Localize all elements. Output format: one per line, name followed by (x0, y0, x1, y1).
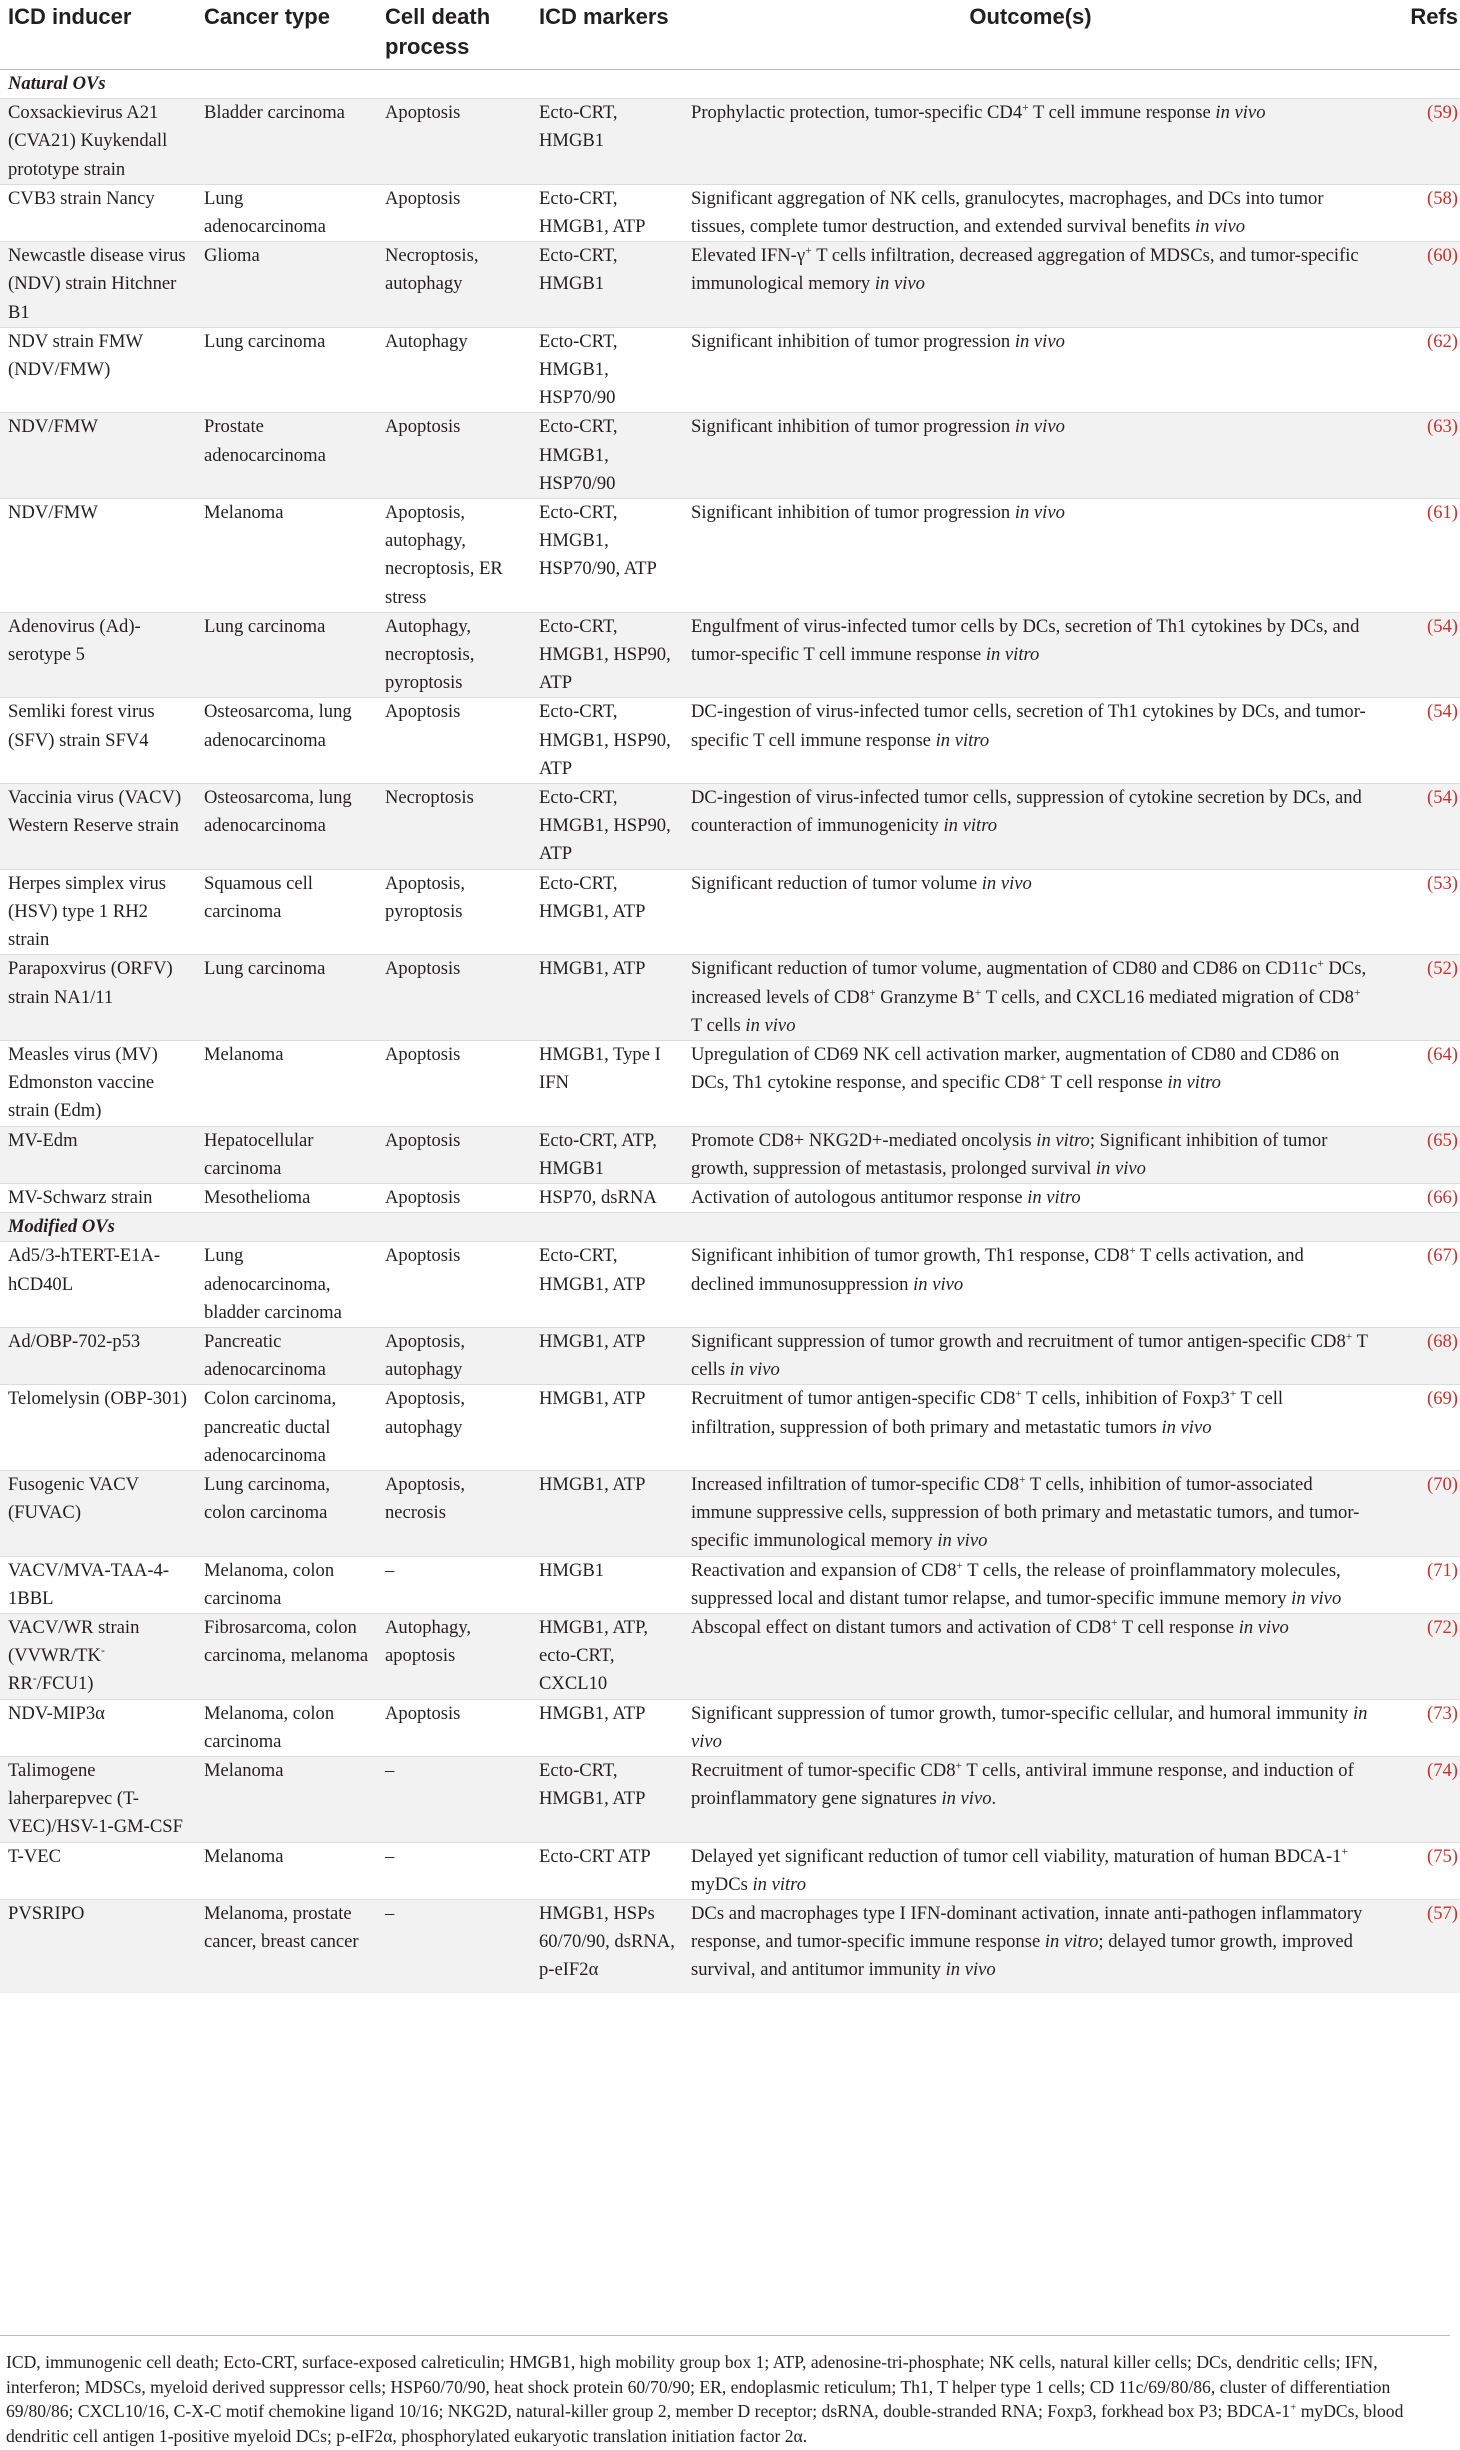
cell-cell-death-process: – (377, 1756, 531, 1842)
reference-link[interactable]: (54) (1427, 701, 1458, 723)
header-icd-inducer: ICD inducer (0, 0, 196, 70)
reference-link[interactable]: (62) (1427, 330, 1458, 352)
cell-ref (1378, 1242, 1460, 1328)
table-footnote: ICD, immunogenic cell death; Ecto-CRT, surface-exposed calreticulin; HMGB1, high mobility group box 1; ATP, adenosine-tri-phosphate; NK cells, natural killer cells; DCs, dendritic cells; IFN, interferon; MDSCs, myeloid derived suppressor cells; HSP60/70/90, heat shock protein 60/70/90; ER, endoplasmic reticulum; Th1, T helper type 1 cells; CD 11c/69/80/86, cluster of differentiation 69/80/86; CXCL10/16, C-X-C motif chemokine ligand 10/16; NKG2D, natural-killer group 2, member D receptor; dsRNA, double-stranded RNA; Foxp3, forkhead box P3; BDCA-1+ myDCs, blood dendritic cell antigen 1-positive myeloid DCs; p-eIF2α, phosphorylated eukaryotic translation initiation factor 2α. (0, 2335, 1450, 2448)
cell-outcome: DC-ingestion of virus-infected tumor cells, suppression of cytokine secretion by DCs, and counteraction of immunogenicity in vitro (683, 784, 1378, 870)
table-row (0, 1327, 1460, 1384)
cell-cell-death-process: Apoptosis (377, 184, 531, 241)
reference-link[interactable]: (66) (1427, 1186, 1458, 1208)
cell-icd-inducer: T-VEC (0, 1842, 196, 1899)
cell-icd-inducer: Fusogenic VACV (FUVAC) (0, 1470, 196, 1556)
cell-icd-inducer: VACV/WR strain (VVWR/TK-RR-/FCU1) (0, 1613, 196, 1699)
cell-icd-markers: Ecto-CRT, HMGB1, ATP (531, 1242, 683, 1328)
cell-ref (1378, 327, 1460, 413)
cell-icd-markers: Ecto-CRT, HMGB1, HSP70/90 (531, 413, 683, 499)
reference-link[interactable]: (68) (1427, 1330, 1458, 1352)
cell-cancer-type: Lung carcinoma (196, 612, 377, 698)
section-title: Natural OVs (0, 70, 1460, 99)
cell-icd-markers: HMGB1, ATP (531, 955, 683, 1041)
cell-cell-death-process: Apoptosis (377, 1040, 531, 1126)
cell-outcome: Activation of autologous antitumor response in vitro (683, 1183, 1378, 1212)
cell-outcome: Significant inhibition of tumor progression in vivo (683, 413, 1378, 499)
cell-ref (1378, 413, 1460, 499)
table-row (0, 99, 1460, 185)
section-row (0, 1213, 1460, 1242)
cell-cancer-type: Pancreatic adenocarcinoma (196, 1327, 377, 1384)
table-row (0, 1556, 1460, 1613)
reference-link[interactable]: (71) (1427, 1559, 1458, 1581)
cell-cancer-type: Lung adenocarcinoma, bladder carcinoma (196, 1242, 377, 1328)
cell-icd-inducer: Ad5/3-hTERT-E1A-hCD40L (0, 1242, 196, 1328)
cell-icd-inducer: Adenovirus (Ad)-serotype 5 (0, 612, 196, 698)
cell-ref (1378, 1183, 1460, 1212)
cell-ref (1378, 955, 1460, 1041)
table-row (0, 1756, 1460, 1842)
table-row (0, 869, 1460, 955)
cell-ref (1378, 869, 1460, 955)
reference-link[interactable]: (58) (1427, 187, 1458, 209)
cell-icd-markers: Ecto-CRT ATP (531, 1842, 683, 1899)
cell-ref (1378, 242, 1460, 328)
cell-icd-inducer: Measles virus (MV) Edmonston vaccine strain (Edm) (0, 1040, 196, 1126)
table-row (0, 327, 1460, 413)
cell-cancer-type: Prostate adenocarcinoma (196, 413, 377, 499)
table-header-row (0, 0, 1460, 70)
cell-outcome: Significant reduction of tumor volume, augmentation of CD80 and CD86 on CD11c+ DCs, increased levels of CD8+ Granzyme B+ T cells, and CXCL16 mediated migration of CD8+ T cells in vivo (683, 955, 1378, 1041)
cell-outcome: Recruitment of tumor-specific CD8+ T cells, antiviral immune response, and induction of proinflammatory gene signatures in vivo. (683, 1756, 1378, 1842)
cell-icd-inducer: Talimogene laherparepvec (T-VEC)/HSV-1-GM-CSF (0, 1756, 196, 1842)
table-row (0, 413, 1460, 499)
cell-cancer-type: Glioma (196, 242, 377, 328)
cell-icd-inducer: PVSRIPO (0, 1900, 196, 1993)
reference-link[interactable]: (59) (1427, 102, 1458, 124)
cell-cancer-type: Lung carcinoma, colon carcinoma (196, 1470, 377, 1556)
cell-ref (1378, 1842, 1460, 1899)
cell-ref (1378, 1040, 1460, 1126)
table-row (0, 499, 1460, 613)
cell-icd-markers: Ecto-CRT, HMGB1, HSP90, ATP (531, 784, 683, 870)
cell-outcome: Significant inhibition of tumor growth, Th1 response, CD8+ T cells activation, and declined immunosuppression in vivo (683, 1242, 1378, 1328)
cell-cell-death-process: Apoptosis, autophagy (377, 1385, 531, 1471)
cell-icd-markers: HMGB1, ATP (531, 1327, 683, 1384)
reference-link[interactable]: (60) (1427, 245, 1458, 267)
cell-cancer-type: Melanoma, colon carcinoma (196, 1699, 377, 1756)
cell-icd-markers: HMGB1, ATP (531, 1699, 683, 1756)
cell-outcome: Upregulation of CD69 NK cell activation marker, augmentation of CD80 and CD86 on DCs, Th1 cytokine response, and specific CD8+ T cell response in vitro (683, 1040, 1378, 1126)
section-title: Modified OVs (0, 1213, 1460, 1242)
cell-icd-markers: Ecto-CRT, HMGB1, ATP (531, 1756, 683, 1842)
cell-icd-inducer: Coxsackievirus A21 (CVA21) Kuykendall prototype strain (0, 99, 196, 185)
cell-cancer-type: Lung carcinoma (196, 327, 377, 413)
table-row (0, 1900, 1460, 1993)
cell-ref (1378, 1900, 1460, 1993)
cell-outcome: Significant suppression of tumor growth and recruitment of tumor antigen-specific CD8+ T cells in vivo (683, 1327, 1378, 1384)
cell-ref (1378, 784, 1460, 870)
cell-icd-inducer: Newcastle disease virus (NDV) strain Hitchner B1 (0, 242, 196, 328)
reference-link[interactable]: (67) (1427, 1245, 1458, 1267)
cell-icd-inducer: Telomelysin (OBP-301) (0, 1385, 196, 1471)
cell-outcome: Significant inhibition of tumor progression in vivo (683, 499, 1378, 613)
cell-outcome: Elevated IFN-γ+ T cells infiltration, decreased aggregation of MDSCs, and tumor-specific immunological memory in vivo (683, 242, 1378, 328)
cell-icd-inducer: CVB3 strain Nancy (0, 184, 196, 241)
cell-icd-markers: Ecto-CRT, HMGB1, HSP70/90, ATP (531, 499, 683, 613)
cell-ref (1378, 1699, 1460, 1756)
cell-icd-markers: HMGB1, ATP (531, 1385, 683, 1471)
reference-link[interactable]: (63) (1427, 416, 1458, 438)
cell-ref (1378, 99, 1460, 185)
cell-ref (1378, 612, 1460, 698)
cell-icd-inducer: NDV-MIP3α (0, 1699, 196, 1756)
table-row (0, 784, 1460, 870)
reference-link[interactable]: (53) (1427, 872, 1458, 894)
table-row (0, 1385, 1460, 1471)
cell-outcome: DCs and macrophages type I IFN-dominant activation, innate anti-pathogen inflammatory response, and tumor-specific immune response in vitro; delayed tumor growth, improved survival, and antitumor immunity in vivo (683, 1900, 1378, 1993)
cell-outcome: DC-ingestion of virus-infected tumor cells, secretion of Th1 cytokines by DCs, and tumor-specific T cell immune response in vitro (683, 698, 1378, 784)
reference-link[interactable]: (72) (1427, 1616, 1458, 1638)
table-row (0, 242, 1460, 328)
cell-outcome: Promote CD8+ NKG2D+-mediated oncolysis in vitro; Significant inhibition of tumor growth, suppression of metastasis, prolonged survival in vivo (683, 1126, 1378, 1183)
cell-outcome: Reactivation and expansion of CD8+ T cells, the release of proinflammatory molecules, suppressed local and distant tumor relapse, and tumor-specific immune memory in vivo (683, 1556, 1378, 1613)
cell-ref (1378, 1470, 1460, 1556)
reference-link[interactable]: (54) (1427, 787, 1458, 809)
cell-cell-death-process: Autophagy, apoptosis (377, 1613, 531, 1699)
cell-outcome: Significant suppression of tumor growth, tumor-specific cellular, and humoral immunity in vivo (683, 1699, 1378, 1756)
table-row (0, 1242, 1460, 1328)
header-icd-markers: ICD markers (531, 0, 683, 70)
cell-icd-inducer: Vaccinia virus (VACV) Western Reserve strain (0, 784, 196, 870)
cell-cell-death-process: Autophagy, necroptosis, pyroptosis (377, 612, 531, 698)
cell-icd-inducer: NDV/FMW (0, 499, 196, 613)
cell-icd-markers: HSP70, dsRNA (531, 1183, 683, 1212)
cell-cancer-type: Melanoma, prostate cancer, breast cancer (196, 1900, 377, 1993)
cell-cell-death-process: Apoptosis (377, 1242, 531, 1328)
cell-cancer-type: Melanoma (196, 499, 377, 613)
cell-cell-death-process: Apoptosis (377, 955, 531, 1041)
cell-icd-markers: Ecto-CRT, HMGB1 (531, 242, 683, 328)
cell-cell-death-process: Apoptosis (377, 413, 531, 499)
cell-cell-death-process: Apoptosis (377, 1699, 531, 1756)
header-outcomes: Outcome(s) (683, 0, 1378, 70)
cell-cell-death-process: Apoptosis, necrosis (377, 1470, 531, 1556)
table-row (0, 1613, 1460, 1699)
cell-icd-markers: HMGB1, HSPs 60/70/90, dsRNA, p-eIF2α (531, 1900, 683, 1993)
cell-cell-death-process: – (377, 1556, 531, 1613)
cell-icd-inducer: MV-Edm (0, 1126, 196, 1183)
cell-outcome: Recruitment of tumor antigen-specific CD8+ T cells, inhibition of Foxp3+ T cell infiltration, suppression of both primary and metastatic tumors in vivo (683, 1385, 1378, 1471)
cell-outcome: Significant reduction of tumor volume in vivo (683, 869, 1378, 955)
table-row (0, 612, 1460, 698)
header-cancer-type: Cancer type (196, 0, 377, 70)
cell-icd-inducer: MV-Schwarz strain (0, 1183, 196, 1212)
cell-ref (1378, 1756, 1460, 1842)
cell-cancer-type: Osteosarcoma, lung adenocarcinoma (196, 784, 377, 870)
cell-icd-markers: HMGB1 (531, 1556, 683, 1613)
cell-outcome: Prophylactic protection, tumor-specific CD4+ T cell immune response in vivo (683, 99, 1378, 185)
cell-icd-markers: Ecto-CRT, HMGB1, ATP (531, 184, 683, 241)
cell-cancer-type: Colon carcinoma, pancreatic ductal adenocarcinoma (196, 1385, 377, 1471)
cell-icd-inducer: VACV/MVA-TAA-4-1BBL (0, 1556, 196, 1613)
cell-icd-markers: HMGB1, ATP (531, 1470, 683, 1556)
cell-cancer-type: Osteosarcoma, lung adenocarcinoma (196, 698, 377, 784)
cell-cell-death-process: Apoptosis (377, 1126, 531, 1183)
table-row (0, 1699, 1460, 1756)
cell-ref (1378, 499, 1460, 613)
reference-link[interactable]: (61) (1427, 502, 1458, 524)
cell-cancer-type: Fibrosarcoma, colon carcinoma, melanoma (196, 1613, 377, 1699)
cell-ref (1378, 184, 1460, 241)
cell-ref (1378, 1385, 1460, 1471)
cell-cell-death-process: Apoptosis (377, 698, 531, 784)
table-row (0, 1470, 1460, 1556)
cell-icd-markers: Ecto-CRT, HMGB1 (531, 99, 683, 185)
table-row (0, 1183, 1460, 1212)
cell-cell-death-process: – (377, 1900, 531, 1993)
reference-link[interactable]: (64) (1427, 1043, 1458, 1065)
cell-cancer-type: Lung adenocarcinoma (196, 184, 377, 241)
cell-outcome: Engulfment of virus-infected tumor cells by DCs, secretion of Th1 cytokines by DCs, and tumor-specific T cell immune response in vitro (683, 612, 1378, 698)
table-row (0, 955, 1460, 1041)
table-row (0, 1040, 1460, 1126)
table-body (0, 70, 1460, 1993)
header-refs: Refs (1378, 0, 1460, 70)
cell-icd-markers: HMGB1, Type I IFN (531, 1040, 683, 1126)
reference-link[interactable]: (52) (1427, 958, 1458, 980)
cell-cell-death-process: Apoptosis (377, 99, 531, 185)
cell-cell-death-process: Necroptosis, autophagy (377, 242, 531, 328)
cell-ref (1378, 1613, 1460, 1699)
cell-cancer-type: Melanoma (196, 1842, 377, 1899)
cell-icd-inducer: Herpes simplex virus (HSV) type 1 RH2 strain (0, 869, 196, 955)
table-row (0, 184, 1460, 241)
cell-cancer-type: Bladder carcinoma (196, 99, 377, 185)
cell-outcome: Significant aggregation of NK cells, granulocytes, macrophages, and DCs into tumor tissues, complete tumor destruction, and extended survival benefits in vivo (683, 184, 1378, 241)
cell-cell-death-process: Apoptosis (377, 1183, 531, 1212)
cell-outcome: Significant inhibition of tumor progression in vivo (683, 327, 1378, 413)
cell-icd-markers: Ecto-CRT, HMGB1, HSP90, ATP (531, 698, 683, 784)
cell-ref (1378, 1327, 1460, 1384)
cell-cell-death-process: – (377, 1842, 531, 1899)
cell-icd-inducer: Parapoxvirus (ORFV) strain NA1/11 (0, 955, 196, 1041)
cell-outcome: Abscopal effect on distant tumors and activation of CD8+ T cell response in vivo (683, 1613, 1378, 1699)
cell-cancer-type: Lung carcinoma (196, 955, 377, 1041)
cell-cancer-type: Squamous cell carcinoma (196, 869, 377, 955)
reference-link[interactable]: (57) (1427, 1903, 1458, 1924)
cell-icd-markers: Ecto-CRT, HMGB1, HSP70/90 (531, 327, 683, 413)
cell-icd-inducer: Ad/OBP-702-p53 (0, 1327, 196, 1384)
reference-link[interactable]: (69) (1427, 1388, 1458, 1410)
cell-cancer-type: Melanoma (196, 1756, 377, 1842)
header-cell-death-process: Cell death process (377, 0, 531, 70)
reference-link[interactable]: (70) (1427, 1473, 1458, 1495)
section-row (0, 70, 1460, 99)
cell-icd-markers: Ecto-CRT, ATP, HMGB1 (531, 1126, 683, 1183)
cell-icd-inducer: NDV/FMW (0, 413, 196, 499)
table-row (0, 1842, 1460, 1899)
reference-link[interactable]: (54) (1427, 615, 1458, 637)
cell-cell-death-process: Apoptosis, pyroptosis (377, 869, 531, 955)
cell-cancer-type: Hepatocellular carcinoma (196, 1126, 377, 1183)
reference-link[interactable]: (75) (1427, 1845, 1458, 1867)
cell-icd-markers: HMGB1, ATP, ecto-CRT, CXCL10 (531, 1613, 683, 1699)
cell-icd-markers: Ecto-CRT, HMGB1, ATP (531, 869, 683, 955)
cell-cell-death-process: Autophagy (377, 327, 531, 413)
reference-link[interactable]: (74) (1427, 1759, 1458, 1781)
cell-ref (1378, 698, 1460, 784)
cell-outcome: Delayed yet significant reduction of tumor cell viability, maturation of human BDCA-1+ myDCs in vitro (683, 1842, 1378, 1899)
table-row (0, 698, 1460, 784)
table-row (0, 1126, 1460, 1183)
cell-ref (1378, 1556, 1460, 1613)
cell-cell-death-process: Necroptosis (377, 784, 531, 870)
cell-icd-inducer: NDV strain FMW (NDV/FMW) (0, 327, 196, 413)
cell-outcome: Increased infiltration of tumor-specific CD8+ T cells, inhibition of tumor-associated immune suppressive cells, suppression of both primary and metastatic tumors, and tumor-specific immunological memory in vivo (683, 1470, 1378, 1556)
cell-icd-inducer: Semliki forest virus (SFV) strain SFV4 (0, 698, 196, 784)
reference-link[interactable]: (65) (1427, 1129, 1458, 1151)
cell-cancer-type: Mesothelioma (196, 1183, 377, 1212)
cell-cell-death-process: Apoptosis, autophagy, necroptosis, ER stress (377, 499, 531, 613)
cell-cell-death-process: Apoptosis, autophagy (377, 1327, 531, 1384)
cell-cancer-type: Melanoma, colon carcinoma (196, 1556, 377, 1613)
cell-ref (1378, 1126, 1460, 1183)
cell-icd-markers: Ecto-CRT, HMGB1, HSP90, ATP (531, 612, 683, 698)
cell-cancer-type: Melanoma (196, 1040, 377, 1126)
reference-link[interactable]: (73) (1427, 1702, 1458, 1724)
